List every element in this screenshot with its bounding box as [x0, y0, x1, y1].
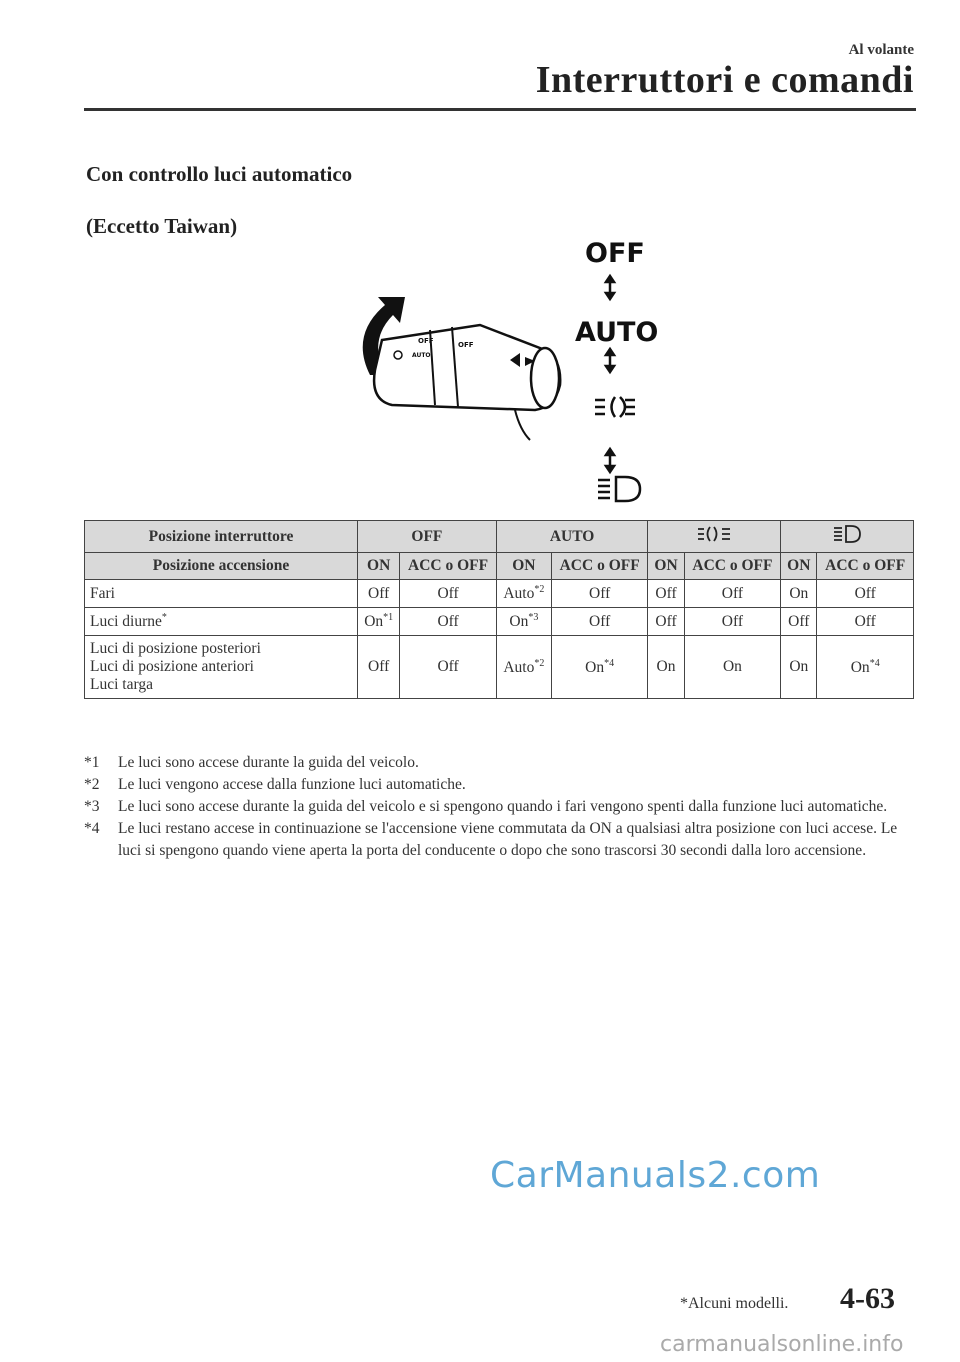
figure-label-auto: AUTO — [575, 317, 659, 348]
light-behaviour-table — [84, 520, 914, 699]
lever-illustration — [330, 235, 660, 515]
parking-light-icon — [595, 397, 635, 417]
table-cell: Off — [817, 608, 914, 636]
table-cell: On — [781, 636, 817, 699]
ignition-cell: ACC o OFF — [817, 553, 914, 580]
footnotes — [84, 752, 914, 862]
header-headlight — [781, 521, 914, 553]
footnote — [84, 818, 914, 862]
ignition-cell: ON — [358, 553, 400, 580]
header-section-title: Al volante — [848, 42, 914, 58]
footnote-text: Le luci sono accese durante la guida del veicolo. — [118, 754, 419, 771]
table-cell: Auto$^{*2}$ — [496, 580, 551, 608]
ignition-cell: ON — [496, 553, 551, 580]
footnote-marker: *4 — [84, 820, 100, 837]
table-cell: On — [781, 580, 817, 608]
parking-light-icon — [697, 525, 731, 543]
page-number: 4-63 — [840, 1282, 895, 1315]
table-cell: Off — [358, 580, 400, 608]
ignition-cell: ON — [781, 553, 817, 580]
header-chapter-title: Interruttori e comandi — [535, 59, 914, 101]
table-cell: Off — [400, 580, 496, 608]
footnote — [84, 774, 914, 796]
headlight-icon — [833, 525, 861, 543]
svg-text:OFF: OFF — [458, 341, 474, 349]
table-cell: Off — [684, 608, 780, 636]
table-cell: Off — [648, 580, 684, 608]
footnote — [84, 752, 914, 774]
ignition-row — [85, 553, 914, 580]
row-label: Fari — [85, 580, 358, 608]
footnote-text: Le luci vengono accese dalla funzione luci automatiche. — [118, 776, 466, 793]
table-cell: On$^{*1}$ — [358, 608, 400, 636]
table-cell: Off — [400, 608, 496, 636]
header-parking-light — [648, 521, 781, 553]
table-row — [85, 580, 914, 608]
ignition-cell: ACC o OFF — [551, 553, 647, 580]
table-row — [85, 636, 914, 699]
table-cell: On$^{*4}$ — [817, 636, 914, 699]
row-label: Luci di posizione posteriori Luci di posizione anteriori Luci targa — [85, 636, 358, 699]
figure-label-off: OFF — [585, 238, 645, 269]
table-cell: Auto$^{*2}$ — [496, 636, 551, 699]
table-header-row — [85, 521, 914, 553]
table-cell: Off — [400, 636, 496, 699]
table-cell: Off — [551, 608, 647, 636]
header-divider — [84, 108, 916, 111]
svg-text:AUTO: AUTO — [412, 352, 431, 359]
footnote — [84, 796, 914, 818]
table-cell: Off — [817, 580, 914, 608]
ignition-cell: ACC o OFF — [684, 553, 780, 580]
table-cell: On$^{*3}$ — [496, 608, 551, 636]
table-cell: On — [648, 636, 684, 699]
footnote-text: Le luci restano accese in continuazione se l'accensione viene commutata da ON a qualsiasi altra posizione con luci accese. Le luci si spengono quando viene aperta la porta del conducente o dopo che sono trascorsi 30 secondi dalla loro accensione. — [118, 820, 898, 859]
row-label: Luci diurne* — [85, 608, 358, 636]
footnote-marker: *2 — [84, 776, 100, 793]
headlight-icon — [598, 477, 640, 501]
header-label-ignition: Posizione accensione — [85, 553, 358, 580]
footnote-marker: *3 — [84, 798, 100, 815]
svg-text:OFF: OFF — [418, 337, 434, 345]
table-cell: Off — [358, 636, 400, 699]
table-row — [85, 608, 914, 636]
table-cell: On$^{*4}$ — [551, 636, 647, 699]
table-cell: Off — [648, 608, 684, 636]
light-switch-figure — [330, 235, 660, 515]
site-watermark: carmanualsonline.info — [660, 1332, 904, 1357]
header-label-switch: Posizione interruttore — [85, 521, 358, 553]
table-cell: Off — [551, 580, 647, 608]
table-cell: Off — [684, 580, 780, 608]
watermark: CarManuals2.com — [490, 1155, 821, 1196]
ignition-cell: ACC o OFF — [400, 553, 496, 580]
table-cell: Off — [781, 608, 817, 636]
footnote-text: Le luci sono accese durante la guida del veicolo e si spengono quando i fari vengono spenti dalla funzione luci automatiche. — [118, 798, 888, 815]
ignition-cell: ON — [648, 553, 684, 580]
subheading: (Eccetto Taiwan) — [86, 214, 238, 238]
header-off: OFF — [358, 521, 497, 553]
section-heading: Con controllo luci automatico — [86, 162, 353, 186]
table-cell: On — [684, 636, 780, 699]
header-auto: AUTO — [496, 521, 648, 553]
footnote-marker: *1 — [84, 754, 100, 771]
models-note: *Alcuni modelli. — [680, 1295, 789, 1312]
